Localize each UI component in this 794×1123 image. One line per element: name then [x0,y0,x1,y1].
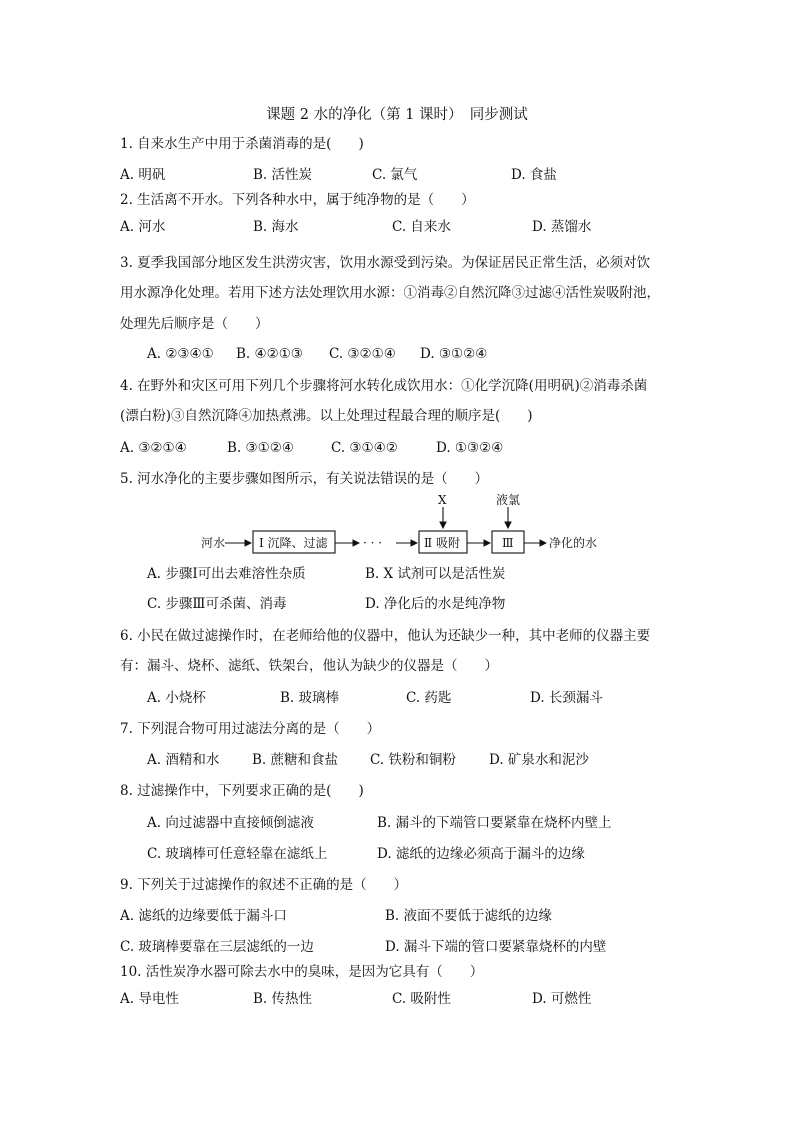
q7-option-a: A. 酒精和水 [147,752,220,768]
q6-option-c: C. 药匙 [406,690,452,706]
question-4-stem-line-1: 4. 在野外和灾区可用下列几个步骤将河水转化成饮用水：①化学沉降(用明矾)②消毒杀菌 [120,378,648,394]
diagram-output-label: 净化的水 [549,536,598,550]
q3-option-d: D. ③①②④ [420,346,488,362]
q10-option-b: B. 传热性 [253,991,313,1007]
q8-option-b: B. 漏斗的下端管口要紧靠在烧杯内壁上 [377,815,612,831]
q1-option-d: D. 食盐 [511,167,557,183]
question-7-stem: 7. 下列混合物可用过滤法分离的是（ ） [120,721,381,737]
q2-option-d: D. 蒸馏水 [532,219,592,235]
question-6-stem-line-2: 有：漏斗、烧杯、滤纸、铁架台，他认为缺少的仪器是（ ） [120,658,498,674]
q3-option-b: B. ④②①③ [236,346,303,362]
question-8-stem: 8. 过滤操作中，下列要求正确的是( ) [120,783,364,799]
q8-option-d: D. 滤纸的边缘必须高于漏斗的边缘 [377,846,585,862]
q5-option-c: C. 步骤Ⅲ可杀菌、消毒 [147,596,287,612]
q4-option-b: B. ③①②④ [227,440,294,456]
step-1-label: Ⅰ 沉降、过滤 [259,536,328,550]
q7-option-c: C. 铁粉和铜粉 [370,752,456,768]
q6-option-a: A. 小烧杯 [147,690,206,706]
q4-option-a: A. ③②①④ [120,440,187,456]
question-5-stem: 5. 河水净化的主要步骤如图所示，有关说法错误的是（ ） [120,471,489,487]
q3-option-c: C. ③②①④ [329,346,396,362]
question-3-stem-line-1: 3. 夏季我国部分地区发生洪涝灾害，饮用水源受到污染。为保证居民正常生活，必须对饮 [120,255,651,271]
diagram-dots: · · · [363,536,383,550]
q2-option-c: C. 自来水 [392,219,451,235]
q1-option-a: A. 明矾 [120,167,166,183]
q10-option-a: A. 导电性 [120,991,179,1007]
q10-option-d: D. 可燃性 [532,991,592,1007]
q1-option-b: B. 活性炭 [253,167,313,183]
q7-option-d: D. 矿泉水和泥沙 [489,752,589,768]
reagent-chlorine-label: 液氯 [496,493,521,507]
q2-option-a: A. 河水 [120,219,166,235]
q8-option-a: A. 向过滤器中直接倾倒滤液 [147,815,314,831]
question-3-stem-line-3: 处理先后顺序是（ ） [120,316,269,332]
q3-option-a: A. ②③④① [147,346,214,362]
step-3-label: Ⅲ [502,536,514,550]
question-9-stem: 9. 下列关于过滤操作的叙述不正确的是（ ） [120,877,408,893]
q9-option-c: C. 玻璃棒要靠在三层滤纸的一边 [120,939,314,955]
question-4-stem-line-2: (漂白粉)③自然沉降④加热煮沸。以上处理过程最合理的顺序是( ) [120,408,533,424]
q8-option-c: C. 玻璃棒可任意轻靠在滤纸上 [147,846,328,862]
q5-option-a: A. 步骤Ⅰ可出去难溶性杂质 [147,566,306,582]
q4-option-c: C. ③①④② [331,440,398,456]
q5-option-b: B. X 试剂可以是活性炭 [365,566,506,582]
question-10-stem: 10. 活性炭净水器可除去水中的臭味，是因为它具有（ ） [120,964,484,980]
q6-option-d: D. 长颈漏斗 [530,690,603,706]
diagram-input-label: 河水 [201,536,226,550]
q4-option-d: D. ①③②④ [436,440,504,456]
q10-option-c: C. 吸附性 [392,991,451,1007]
reagent-x-label: X [438,493,447,507]
q9-option-a: A. 滤纸的边缘要低于漏斗口 [120,908,287,924]
question-6-stem-line-1: 6. 小民在做过滤操作时，在老师给他的仪器中，他认为还缺少一种，其中老师的仪器主要 [120,628,651,644]
q1-option-c: C. 氯气 [372,167,418,183]
q2-option-b: B. 海水 [253,219,299,235]
step-2-label: Ⅱ 吸附 [424,536,460,550]
q5-option-d: D. 净化后的水是纯净物 [365,596,506,612]
question-3-stem-line-2: 用水源净化处理。若用下述方法处理饮用水源：①消毒②自然沉降③过滤④活性炭吸附池， [120,285,660,301]
page-title: 课题 2 水的净化（第 1 课时） 同步测试 [266,107,528,123]
q9-option-d: D. 漏斗下端的管口要紧靠烧杯的内壁 [385,939,607,955]
question-2-stem: 2. 生活离不开水。下列各种水中，属于纯净物的是（ ） [120,192,475,208]
q6-option-b: B. 玻璃棒 [280,690,340,706]
water-purification-diagram [195,493,615,557]
q7-option-b: B. 蔗糖和食盐 [252,752,339,768]
q9-option-b: B. 液面不要低于滤纸的边缘 [385,908,553,924]
question-1-stem: 1. 自来水生产中用于杀菌消毒的是( ) [120,136,364,152]
